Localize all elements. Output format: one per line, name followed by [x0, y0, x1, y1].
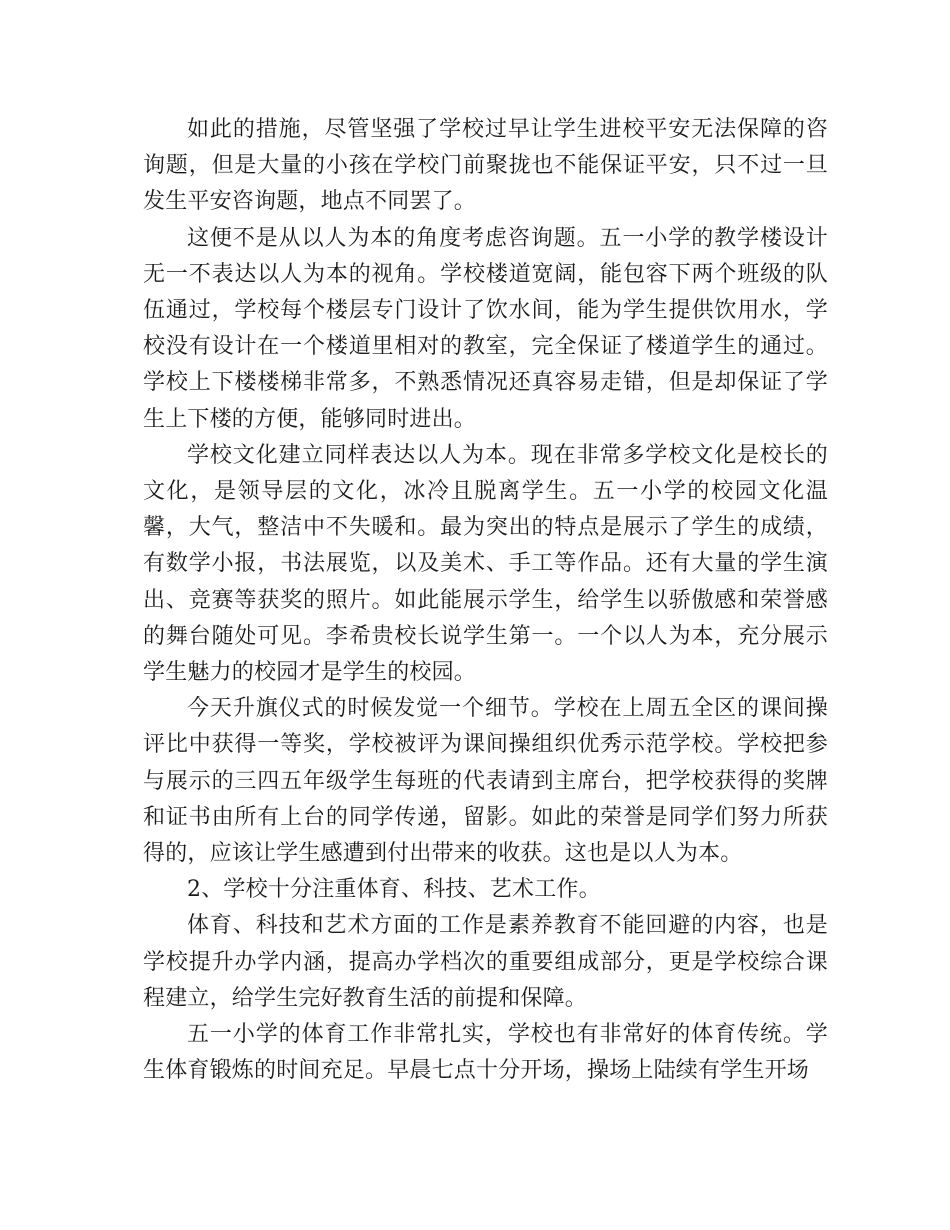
section-heading-sports-tech-art: 2、学校十分注重体育、科技、艺术工作。 — [187, 877, 601, 903]
paragraph-quality-education: 体育、科技和艺术方面的工作是素养教育不能回避的内容，也是学校提升办学内涵，提高办学档次的重要组成部分，更是学校综合课程建立，给学生完好教育生活的前提和保障。 — [143, 913, 828, 1011]
paragraph-sports-work: 五一小学的体育工作非常扎实，学校也有非常好的体育传统。学生体育锻炼的时间充足。早晨七点十分开场，操场上陆续有学生开场 — [143, 1022, 828, 1084]
paragraph-flag-ceremony: 今天升旗仪式的时候发觉一个细节。学校在上周五全区的课间操评比中获得一等奖，学校被评为课间操组织优秀示范学校。学校把参与展示的三四五年级学生每班的代表请到主席台，把学校获得的奖牌和证书由所有上台的同学传递，留影。如此的荣誉是同学们努力所获得的，应该让学生感遭到付出带来的收获。这也是以人为本。 — [143, 696, 828, 867]
paragraph-building-design: 这便不是从以人为本的角度考虑咨询题。五一小学的教学楼设计无一不表达以人为本的视角。学校楼道宽阔，能包容下两个班级的队伍通过，学校每个楼层专门设计了饮水间，能为学生提供饮用水，学校没有设计在一个楼道里相对的教室，完全保证了楼道学生的通过。学校上下楼楼梯非常多，不熟悉情况还真容易走错，但是却保证了学生上下楼的方便，能够同时进出。 — [143, 225, 828, 432]
paragraph-school-culture: 学校文化建立同样表达以人为本。现在非常多学校文化是校长的文化，是领导层的文化，冰冷且脱离学生。五一小学的校园文化温馨，大气，整洁中不失暖和。最为突出的特点是展示了学生的成绩，有数学小报，书法展览，以及美术、手工等作品。还有大量的学生演出、竞赛等获奖的照片。如此能展示学生，给学生以骄傲感和荣誉感的舞台随处可见。李希贵校长说学生第一。一个以人为本，充分展示学生魅力的校园才是学生的校园。 — [143, 442, 828, 686]
paragraph-measures: 如此的措施，尽管坚强了学校过早让学生进校平安无法保障的咨询题，但是大量的小孩在学校门前聚拢也不能保证平安，只不过一旦发生平安咨询题，地点不同罢了。 — [143, 117, 828, 215]
document-body — [143, 112, 828, 1089]
